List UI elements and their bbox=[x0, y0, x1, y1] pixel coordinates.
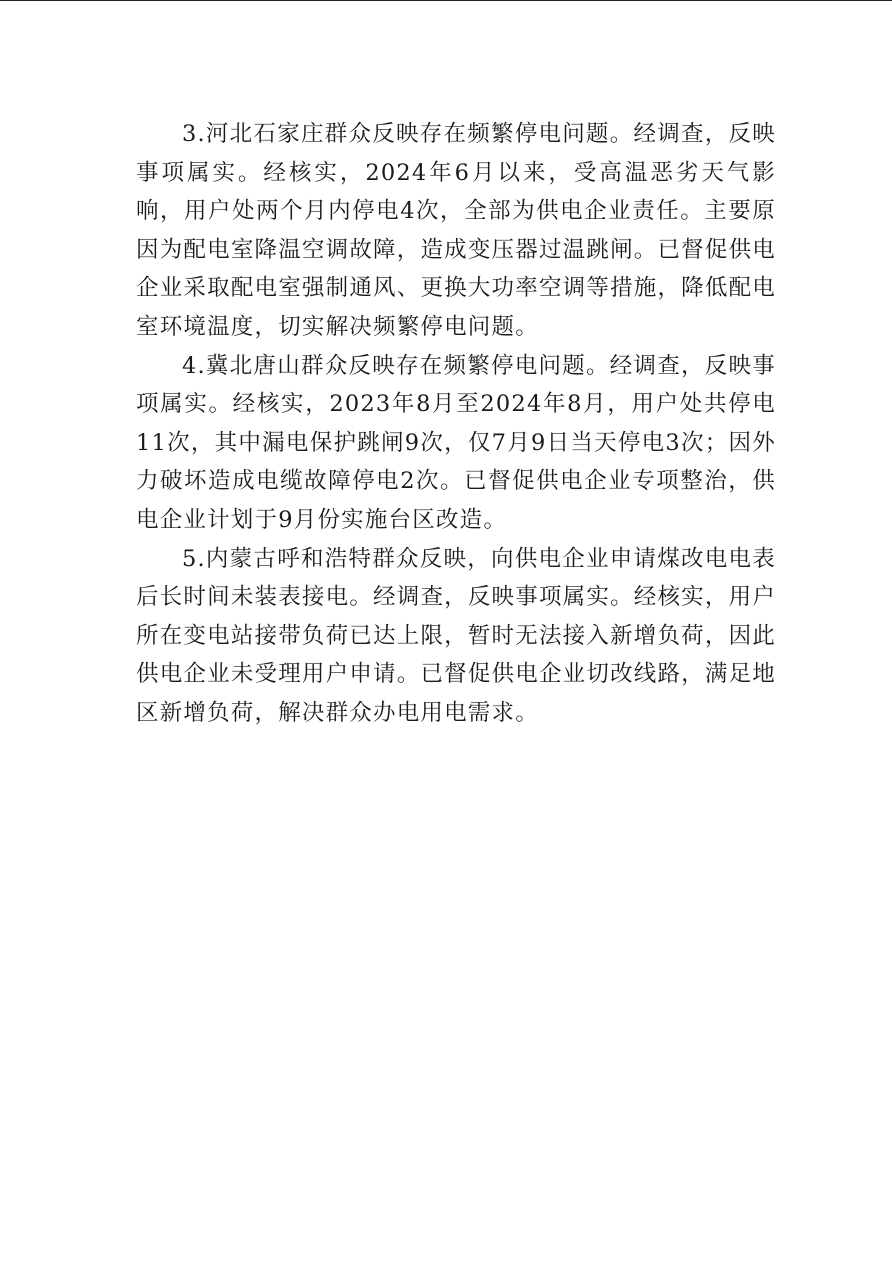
paragraph-item-4: 4.冀北唐山群众反映存在频繁停电问题。经调查，反映事项属实。经核实，2023年8月至2024年8月，用户处共停电11次，其中漏电保护跳闸9次，仅7月9日当天停电3次；因外力破坏造成电缆故障停电2次。已督促供电企业专项整治，供电企业计划于9月份实施台区改造。 bbox=[136, 352, 776, 533]
paragraph-item-3: 3.河北石家庄群众反映存在频繁停电问题。经调查，反映事项属实。经核实，2024年6月以来，受高温恶劣天气影响，用户处两个月内停电4次，全部为供电企业责任。主要原因为配电室降温空调故障，造成变压器过温跳闸。已督促供电企业采取配电室强制通风、更换大功率空调等措施，降低配电室环境温度，切实解决频繁停电问题。 bbox=[136, 121, 776, 340]
document-body bbox=[136, 115, 776, 733]
paragraph-item-5: 5.内蒙古呼和浩特群众反映，向供电企业申请煤改电电表后长时间未装表接电。经调查，反映事项属实。经核实，用户所在变电站接带负荷已达上限，暂时无法接入新增负荷，因此供电企业未受理用户申请。已督促供电企业切改线路，满足地区新增负荷，解决群众办电用电需求。 bbox=[136, 545, 776, 726]
